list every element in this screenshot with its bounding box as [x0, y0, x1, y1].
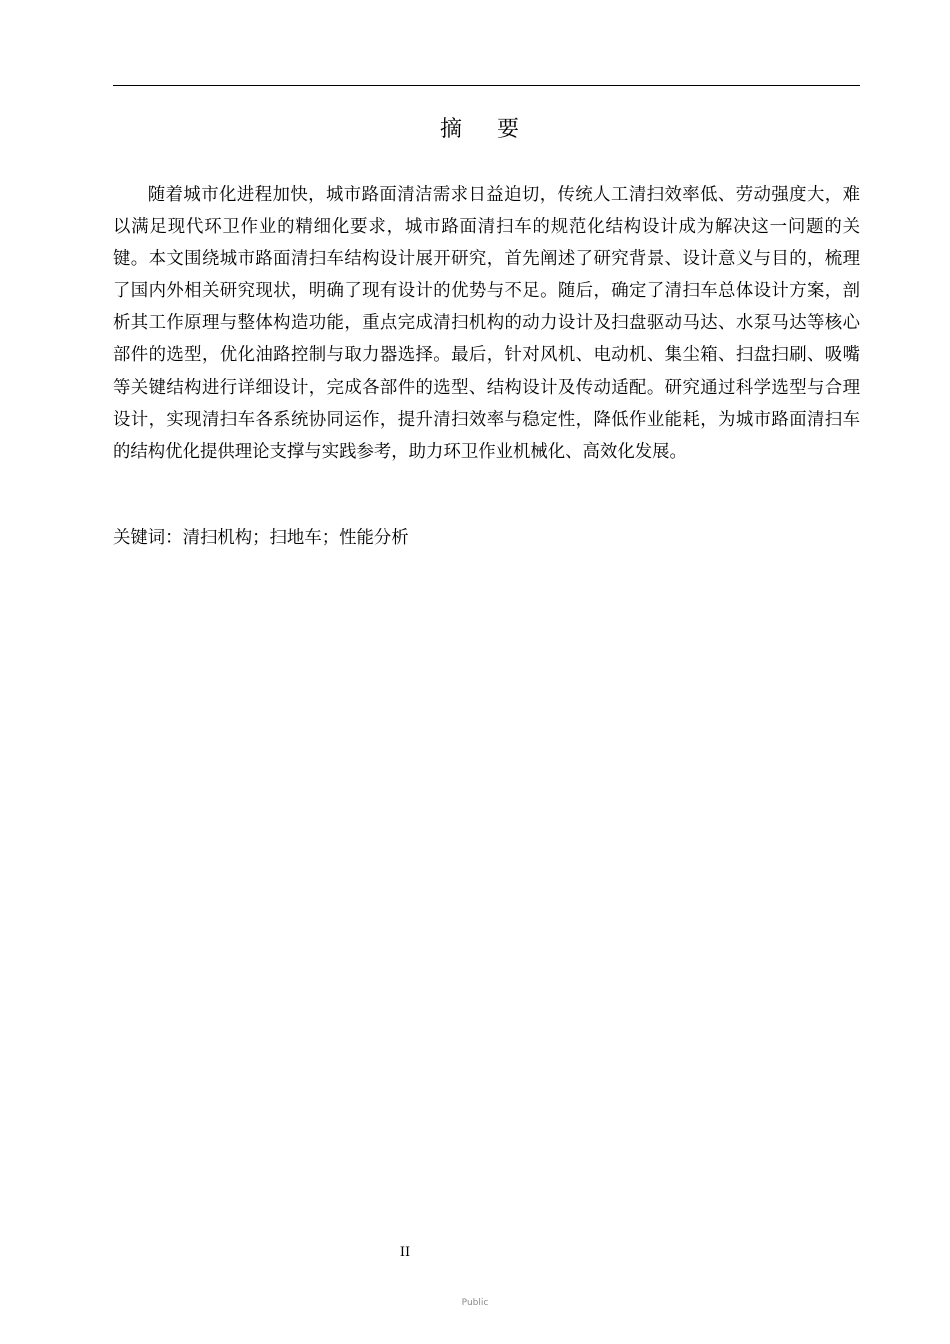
keywords-line: [113, 524, 860, 552]
keywords-text: 清扫机构；扫地车；性能分析: [182, 528, 409, 548]
page-title: 摘 要: [440, 117, 533, 142]
header-rule: [113, 85, 860, 86]
page-number: II: [399, 1245, 411, 1260]
classification-label: Public: [461, 1298, 489, 1308]
keywords-label: 关键词：: [113, 528, 183, 548]
abstract-paragraph: 随着城市化进程加快，城市路面清洁需求日益迫切，传统人工清扫效率低、劳动强度大，难以满足现代环卫作业的精细化要求，城市路面清扫车的规范化结构设计成为解决这一问题的关键。本文围绕城市路面清扫车结构设计展开研究，首先阐述了研究背景、设计意义与目的，梳理了国内外相关研究现状，明确了现有设计的优势与不足。随后，确定了清扫车总体设计方案，剖析其工作原理与整体构造功能，重点完成清扫机构的动力设计及扫盘驱动马达、水泵马达等核心部件的选型，优化油路控制与取力器选择。最后，针对风机、电动机、集尘箱、扫盘扫刷、吸嘴等关键结构进行详细设计，完成各部件的选型、结构设计及传动适配。研究通过科学选型与合理设计，实现清扫车各系统协同运作，提升清扫效率与稳定性，降低作业能耗，为城市路面清扫车的结构优化提供理论支撑与实践参考，助力环卫作业机械化、高效化发展。: [113, 185, 860, 462]
